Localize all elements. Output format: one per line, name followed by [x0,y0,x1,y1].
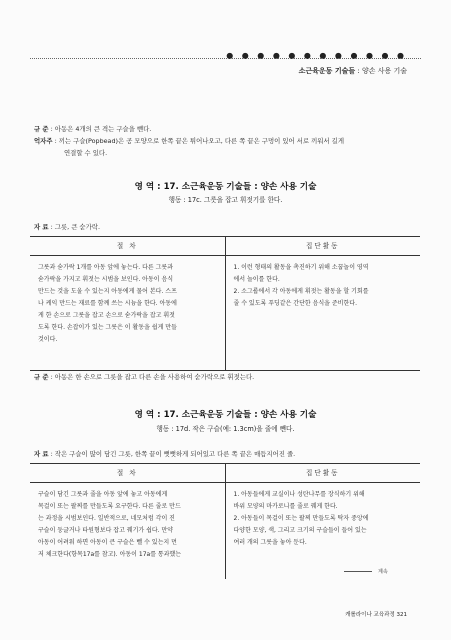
continued-label: 계속 [378,569,388,575]
variant-label: 억자주 [34,137,53,145]
variant-text-2: 연결할 수 있다. [64,149,108,157]
section2-procedure-line: 목걸이 또는 팔찌를 만들도록 요구한다. 다른 줄로 만드 [38,503,181,510]
section2-left-header: 절 차 [30,464,225,483]
section1-procedure-line: 그릇과 숟가락 1개를 아동 앞에 놓는다. 다른 그릇과 [38,264,173,271]
decorative-dots: ● ● ● ● ● ● ● ● ● ● ● ● [226,51,407,60]
section2-heading: 영 역 : 17. 소근육운동 기술들 : 양손 사용 기술 [134,410,317,420]
variant-text-1: : 끼는 구슬(Popbead)은 공 모양으로 한쪽 끝은 튀어나오고, 다른 쪽 끝은 구멍이 있어 서로 끼워서 길게 [54,137,345,145]
section2-subheading: 행동 : 17d. 작은 구슬(예: 1.3cm)을 줄에 뺀다. [156,425,295,433]
section1-procedure-line: 게 한 손으로 그릇을 잡고 손으로 숟가락을 잡고 휘젓 [38,312,175,319]
section1-group-line: 에서 놀이를 한다. [233,276,280,283]
section2-procedure-line: 저 체크한다(항목17a를 참고). 아동이 17a를 통과했는 [38,551,182,558]
section1-heading: 영 역 : 17. 소근육운동 기술들 : 양손 사용 기술 [134,182,317,192]
section1-rule-label: 규 준 [34,373,49,381]
running-head-rest: : 양손 사용 기술 [355,67,407,75]
section2-group-line: 다양한 모양, 색, 그리고 크기의 구슬들이 들어 있는 [233,527,367,534]
section2-table [30,463,420,579]
section1-group-line: 2. 소그룹에서 각 아동에게 휘젓는 활동을 할 기회를 [233,288,369,295]
section1-procedure-line: 도록 한다. 손잡이가 있는 그릇은 이 활동을 쉽게 만들 [38,324,177,331]
section2-group-cell [225,483,420,580]
section2-group-line: 1. 아동들에게 교실이나 성탄나무를 장식하기 위해 [233,491,365,498]
page-footer: 캐롤라이나 교육과정 321 [345,612,407,618]
top-rule-line [34,124,151,134]
section2-materials-label: 자 료 [34,450,49,458]
running-head-bold: 소근육운동 기술들 [298,67,356,75]
section1-group-line: 줄 수 있도록 푸딩같은 간단한 음식을 준비한다. [233,300,357,307]
section1-procedure-line: 만드는 것을 도울 수 있는지 아동에게 물어 본다. 스프 [38,288,177,295]
top-rule-label: 규 준 [34,125,49,133]
section2-group-line: 바위 모양의 마카로니를 줄로 꿰게 한다. [233,503,338,510]
section2-group-line: 2. 아동들이 목걸이 또는 팔찌 만들도록 탁자 중앙에 [233,515,369,522]
variant-line [34,136,344,146]
running-head [299,66,407,76]
section2-procedure-cell [30,483,225,580]
section1-materials-label: 자 료 [34,223,49,231]
section1-group-cell [225,256,420,371]
header-rule [30,58,421,59]
section1-rule [34,372,254,382]
section2-group-line: 여러 개의 그릇을 놓아 둔다. [233,539,307,546]
section2-procedure-line: 구슬이 담긴 그릇과 줄을 아동 앞에 놓고 아동에게 [38,491,168,498]
section1-right-header: 집단활동 [225,237,420,256]
section1-procedure-line: 나 케익 만드는 재료를 함께 쓰는 시늉을 한다. 아동에 [38,300,177,307]
section1-procedure-cell [30,256,225,371]
continued-dash [344,571,372,572]
section1-table [30,236,420,371]
section2-materials-text: : 작은 구슬이 많이 담긴 그릇, 한쪽 끝이 뻣뻣하게 되어있고 다른 쪽 끝은 매듭지어진 줄. [50,450,296,458]
section2-right-header: 집단활동 [225,464,420,483]
section1-subheading: 행동 : 17c. 그릇을 잡고 휘젓기를 한다. [168,196,283,204]
section1-procedure-line: 것이다. [38,336,58,343]
section1-materials [34,222,100,232]
section2-procedure-line: 구슬이 둥글거나 타원형보다 잡고 꿰기가 쉽다. 만약 [38,527,174,534]
top-rule-text: : 아동은 4개의 큰 격는 구슬을 뺀다. [50,125,152,133]
section2-procedure-line: 아동이 어려워 하면 아동이 큰 구슬은 뺄 수 있는지 먼 [38,539,177,546]
section2-materials [34,449,295,459]
section1-left-header: 절 차 [30,237,225,256]
section2-procedure-line: 는 과정을 시범보인다. 일반적으로, 네모처럼 각이 진 [38,515,175,522]
section1-group-line: 1. 이런 형태의 활동을 촉진하기 위해 소꿉놀이 영역 [233,264,369,271]
section1-procedure-line: 숟가락을 가지고 휘젓는 시범을 보인다. 아동이 음식 [38,276,174,283]
section1-rule-text: : 아동은 한 손으로 그릇을 잡고 다른 손을 사용하여 숟가락으로 휘젓는다. [50,373,255,381]
section1-materials-text: : 그릇, 큰 숟가락. [50,223,100,231]
